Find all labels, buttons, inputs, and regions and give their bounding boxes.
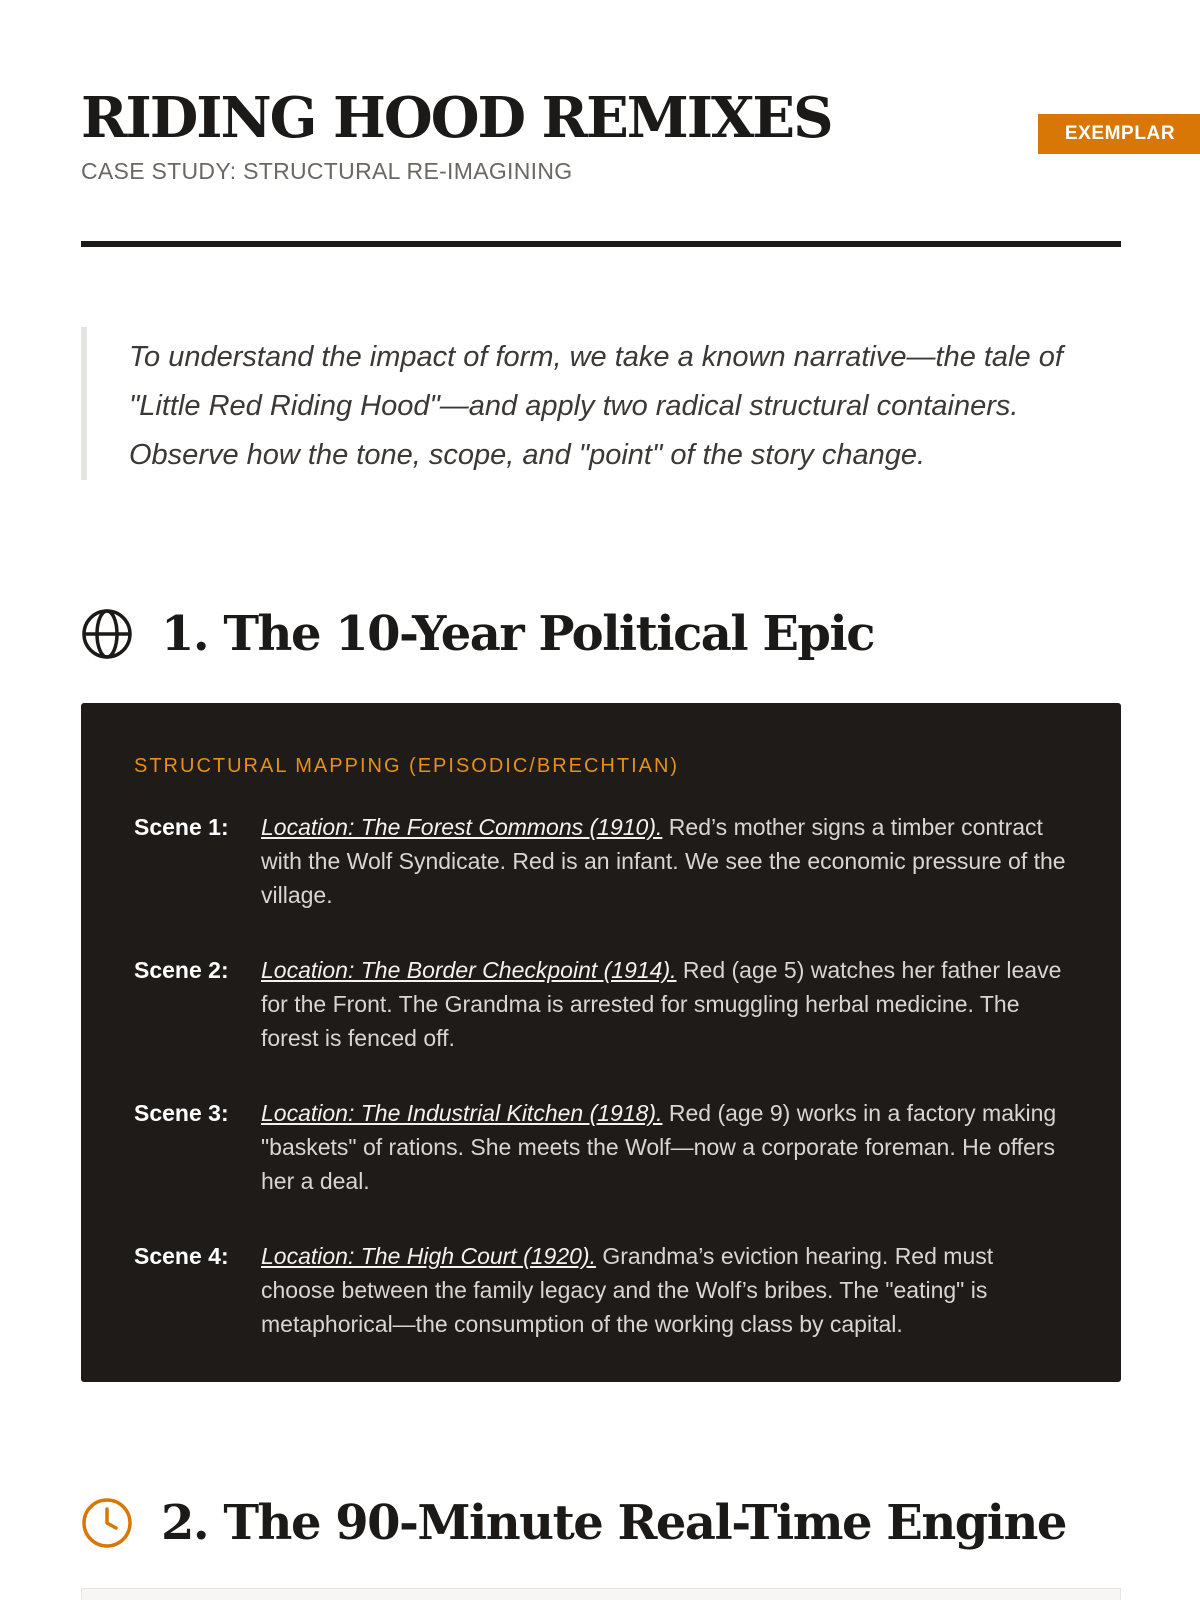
scene-location: Location: The High Court (1920). (261, 1243, 596, 1269)
section-heading-political-epic (81, 594, 874, 674)
scene-description (261, 1096, 1067, 1198)
page-subtitle: CASE STUDY: STRUCTURAL RE-IMAGINING (81, 158, 573, 184)
header-divider (81, 241, 1121, 247)
scene-location: Location: The Industrial Kitchen (1918). (261, 1100, 663, 1126)
card-label: STRUCTURAL MAPPING (EPISODIC/BRECHTIAN) (134, 755, 680, 777)
globe-icon (81, 608, 133, 660)
clock-icon (81, 1497, 133, 1549)
scene-body: Grandma’s eviction hearing. Red must choose between the family legacy and the Wolf’s bribes. The "eating" is metaphorical—the consumption of the working class by capital. (261, 1243, 994, 1337)
real-time-card (81, 1588, 1121, 1600)
page-header (81, 84, 1176, 184)
scene-description (261, 1239, 1067, 1341)
page-title: RIDING HOOD REMIXES (81, 85, 832, 151)
scene-description (261, 810, 1067, 912)
scene-label: Scene 1: (134, 814, 229, 840)
section-title: 2. The 90-Minute Real-Time Engine (161, 1495, 1066, 1551)
scene-location: Location: The Border Checkpoint (1914). (261, 957, 677, 983)
scene-label: Scene 2: (134, 957, 229, 983)
scene-location: Location: The Forest Commons (1910). (261, 814, 663, 840)
exemplar-badge: EXEMPLAR (1038, 114, 1200, 154)
scene-body: Red (age 9) works in a factory making "baskets" of rations. She meets the Wolf—now a corporate foreman. He offers her a deal. (261, 1100, 1057, 1194)
scene-body: Red’s mother signs a timber contract with the Wolf Syndicate. Red is an infant. We see the economic pressure of the village. (261, 814, 1066, 908)
scene-row (134, 810, 1067, 912)
scene-row (134, 1096, 1067, 1198)
scene-row (134, 953, 1067, 1055)
structural-mapping-card (81, 703, 1121, 1382)
scene-description (261, 953, 1067, 1055)
scene-body: Red (age 5) watches her father leave for the Front. The Grandma is arrested for smuggling herbal medicine. The forest is fenced off. (261, 957, 1062, 1051)
scene-label: Scene 4: (134, 1243, 229, 1269)
intro-text: To understand the impact of form, we take a known narrative—the tale of "Little Red Riding Hood"—and apply two radical structural containers. Observe how the tone, scope, and "point" of the story change. (129, 341, 1063, 471)
scene-label: Scene 3: (134, 1100, 229, 1126)
intro-quote (81, 327, 1121, 480)
section-heading-real-time-engine (81, 1483, 1066, 1563)
section-title: 1. The 10-Year Political Epic (161, 606, 874, 662)
scene-row (134, 1239, 1067, 1341)
